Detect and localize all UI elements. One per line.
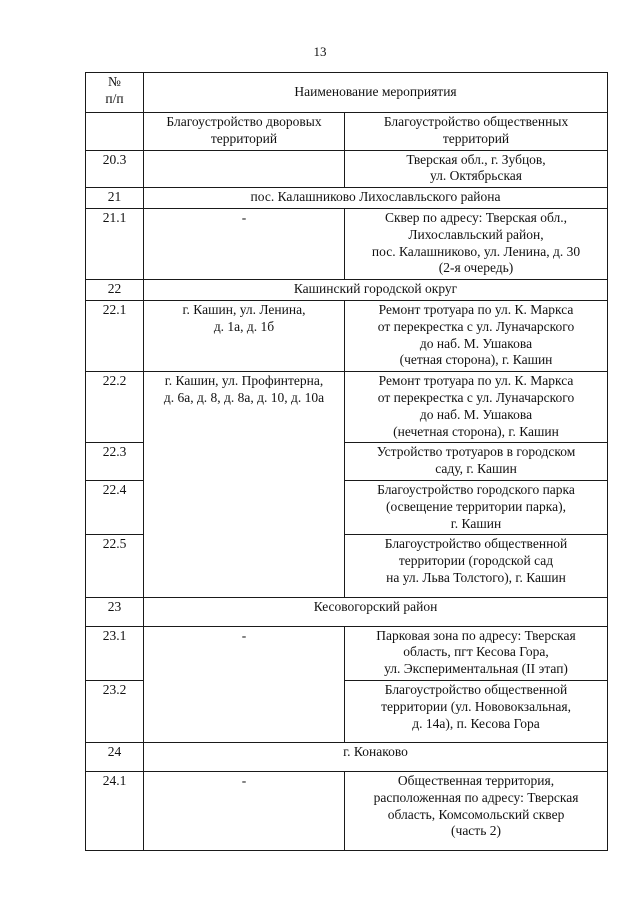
section-number: 21 bbox=[86, 188, 144, 209]
row-number: 24.1 bbox=[86, 772, 144, 851]
row-public-cell: Общественная территория, расположенная по адресу: Тверская область, Комсомольский сквер (часть 2) bbox=[345, 772, 608, 851]
row-yard-cell: г. Кашин, ул. Ленина, д. 1а, д. 1б bbox=[144, 300, 345, 371]
row-public-cell: Благоустройство городского парка (освещение территории парка), г. Кашин bbox=[345, 480, 608, 534]
table-row bbox=[86, 772, 608, 851]
row-public-cell: Ремонт тротуара по ул. К. Маркса от перекрестка с ул. Луначарского до наб. М. Ушакова (нечетная сторона), г. Кашин bbox=[345, 372, 608, 443]
table-row bbox=[86, 626, 608, 680]
row-yard-cell bbox=[144, 150, 345, 188]
section-row bbox=[86, 188, 608, 209]
page-number: 13 bbox=[313, 44, 327, 59]
header-public-cell: Благоустройство общественных территорий bbox=[345, 113, 608, 151]
row-number: 22.5 bbox=[86, 535, 144, 597]
row-public-cell: Ремонт тротуара по ул. К. Маркса от перекрестка с ул. Луначарского до наб. М. Ушакова (четная сторона), г. Кашин bbox=[345, 300, 608, 371]
row-number: 22.1 bbox=[86, 300, 144, 371]
row-number: 22.2 bbox=[86, 372, 144, 443]
row-number: 20.3 bbox=[86, 150, 144, 188]
section-title: пос. Калашниково Лихославльского района bbox=[144, 188, 608, 209]
header-title-cell: Наименование мероприятия bbox=[144, 73, 608, 113]
header-number-cell: № п/п bbox=[86, 73, 144, 113]
section-title: г. Конаково bbox=[144, 743, 608, 772]
section-row bbox=[86, 743, 608, 772]
row-number: 22.3 bbox=[86, 443, 144, 481]
section-row bbox=[86, 597, 608, 626]
table-header-row bbox=[86, 73, 608, 113]
table-subheader-row bbox=[86, 113, 608, 151]
section-title: Кесовогорский район bbox=[144, 597, 608, 626]
row-public-cell: Благоустройство общественной территории (ул. Нововокзальная, д. 14а), п. Кесова Гора bbox=[345, 680, 608, 742]
section-row bbox=[86, 280, 608, 301]
table-row bbox=[86, 150, 608, 188]
table-row bbox=[86, 208, 608, 279]
row-public-cell: Парковая зона по адресу: Тверская область, пгт Кесова Гора, ул. Экспериментальная (II этап) bbox=[345, 626, 608, 680]
row-public-cell: Устройство тротуаров в городском саду, г. Кашин bbox=[345, 443, 608, 481]
section-number: 23 bbox=[86, 597, 144, 626]
row-number: 22.4 bbox=[86, 480, 144, 534]
row-yard-cell: - bbox=[144, 626, 345, 743]
header-yard-cell: Благоустройство дворовых территорий bbox=[144, 113, 345, 151]
row-public-cell: Благоустройство общественной территории (городской сад на ул. Льва Толстого), г. Кашин bbox=[345, 535, 608, 597]
measures-table bbox=[85, 72, 608, 851]
row-public-cell: Тверская обл., г. Зубцов, ул. Октябрьская bbox=[345, 150, 608, 188]
row-yard-cell: - bbox=[144, 772, 345, 851]
subheader-empty-cell bbox=[86, 113, 144, 151]
table-row bbox=[86, 300, 608, 371]
row-number: 23.2 bbox=[86, 680, 144, 742]
section-number: 22 bbox=[86, 280, 144, 301]
row-number: 21.1 bbox=[86, 208, 144, 279]
row-yard-cell: - bbox=[144, 208, 345, 279]
row-public-cell: Сквер по адресу: Тверская обл., Лихославльский район, пос. Калашниково, ул. Ленина, д. 30 (2-я очередь) bbox=[345, 208, 608, 279]
row-yard-cell: г. Кашин, ул. Профинтерна, д. 6а, д. 8, д. 8а, д. 10, д. 10а bbox=[144, 372, 345, 598]
table-row bbox=[86, 372, 608, 443]
section-title: Кашинский городской округ bbox=[144, 280, 608, 301]
row-number: 23.1 bbox=[86, 626, 144, 680]
section-number: 24 bbox=[86, 743, 144, 772]
